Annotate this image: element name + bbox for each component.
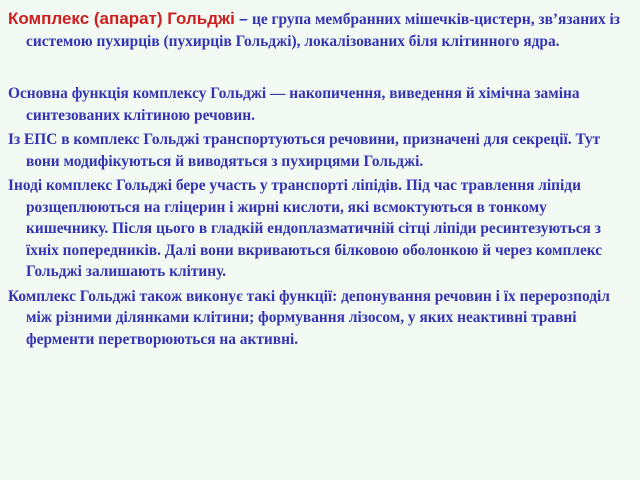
golgi-term: Комплекс (апарат) Гольджі — [8, 9, 235, 28]
intro-definition: це група мембранних мішечків-цистерн, зв’язаних із системою пухирців (пухирців Гольджі), локалізованих біля клітинного ядра. — [26, 11, 620, 50]
paragraph-lipid-transport: Іноді комплекс Гольджі бере участь у транспорті ліпідів. Під час травлення ліпіди розщеплюються на гліцерин і жирні кислоти, які всмоктуються в тонкому кишечнику. Після цього в гладкій ендоплазматичній сітці ліпіди ресинтезуються з їхніх попередників. Далі вони вкриваються білковою оболонкою й через комплекс Гольджі залишають клітину. — [8, 177, 603, 280]
paragraph-other-functions: Комплекс Гольджі також виконує такі функції: депонування речовин і їх перерозподіл між різними ділянками клітини; формування лізосом, у яких неактивні травні ферменти перетворюються на активні. — [8, 287, 610, 348]
paragraph-main-function: Основна функція комплексу Гольджі — накопичення, виведення й хімічна заміна синтезованих клітиною речовин. — [8, 85, 580, 124]
intro-paragraph — [8, 8, 626, 52]
term-dash: – — [234, 11, 252, 28]
paragraph-eps-transport: Із ЕПС в комплекс Гольджі транспортуються речовини, призначені для секреції. Тут вони модифікуються й виводяться з пухирцями Гольджі. — [8, 131, 601, 170]
